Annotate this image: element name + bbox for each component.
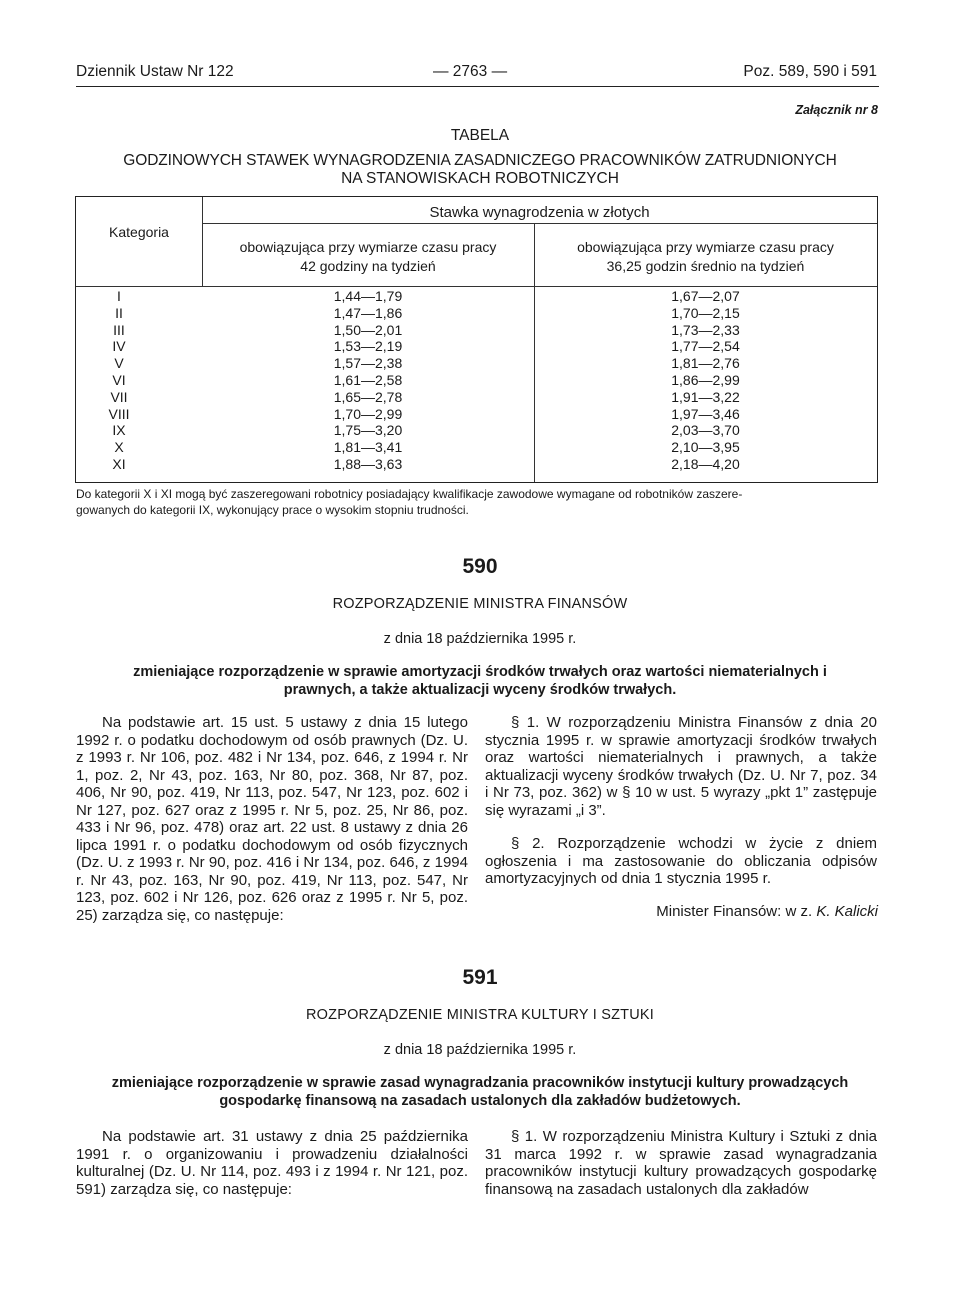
category-cell: II (115, 304, 123, 321)
rate-36h-cell: 1,73—2,33 (671, 321, 740, 338)
rate-36h-cell: 1,86—2,99 (671, 371, 740, 388)
journal-name: Dziennik Ustaw Nr 122 (76, 63, 234, 80)
category-column (76, 288, 162, 473)
rate-group-header: Stawka wynagrodzenia w złotych (429, 204, 650, 221)
rate-42h-header-line1: obowiązująca przy wymiarze czasu pracy (239, 239, 497, 255)
act-591-paragraph-1: § 1. W rozporządzeniu Ministra Kultury i Sztuki z dnia 31 marca 1992 r. w sprawie zasad wynagradzania pracowników instytucji kultury prowadzących gospodarkę finansową na zasadach ustalonych dla zakładów (485, 1128, 877, 1198)
positions-reference: Poz. 589, 590 i 591 (743, 63, 877, 80)
rate-42h-cell: 1,61—2,58 (333, 371, 403, 388)
rate-36h-cell: 1,81—2,76 (671, 355, 740, 372)
footnote-line: Do kategorii X i XI mogą być zaszeregowani robotnicy posiadający kwalifikacje zawodowe wymagane od robotników zaszere- (76, 487, 743, 501)
rate-42h-column (202, 288, 534, 473)
rate-36h-header-line2: 36,25 godzin średnio na tydzień (606, 258, 805, 274)
rate-42h-cell: 1,53—2,19 (333, 338, 403, 355)
act-590-date: z dnia 18 października 1995 r. (383, 631, 577, 647)
act-590-paragraph-1: § 1. W rozporządzeniu Ministra Finansów z dnia 20 stycznia 1995 r. w sprawie amortyzacji środków trwałych oraz wartości niematerialnych i prawnych, a także aktualizacji wyceny środków trwałych (Dz. U. Nr 7, poz. 34 i Nr 73, poz. 362) w § 10 w ust. 5 wyrazy „pkt 1” zastępuje się wyrazami „i 3”. (485, 714, 877, 819)
act-591-title: ROZPORZĄDZENIE MINISTRA KULTURY I SZTUKI (306, 1007, 654, 1023)
category-cell: X (114, 439, 124, 456)
act-590-subject-line1: zmieniające rozporządzenie w sprawie amortyzacji środków trwałych oraz wartości niematerialnych i (133, 664, 827, 680)
header-rule (76, 86, 879, 87)
rate-36h-cell: 2,03—3,70 (671, 422, 740, 439)
rate-42h-header-line2: 42 godziny na tydzień (300, 258, 436, 274)
act-591-preamble: Na podstawie art. 31 ustawy z dnia 25 października 1991 r. o organizowaniu i prowadzeniu działalności kulturalnej (Dz. U. Nr 114, poz. 493 i z 1994 r. Nr 121, poz. 591) zarządza się, co następuje: (76, 1128, 468, 1198)
rate-42h-cell: 1,57—2,38 (333, 355, 403, 372)
table-subtitle-line2: NA STANOWISKACH ROBOTNICZYCH (341, 170, 619, 187)
rate-42h-cell: 1,75—3,20 (333, 422, 403, 439)
act-590-preamble: Na podstawie art. 15 ust. 5 ustawy z dnia 15 lutego 1992 r. o podatku dochodowym od osób prawnych (Dz. U. z 1993 r. Nr 106, poz. 482 i Nr 134, poz. 646, z 1994 r. Nr 1, poz. 2, Nr 43, poz. 163, Nr 80, poz. 368, Nr 87, poz. 406, Nr 90, poz. 419, Nr 113, poz. 547, Nr 123, poz. 602 i Nr 127, poz. 627 oraz z 1995 r. Nr 5, poz. 25, Nr 86, poz. 433 i Nr 96, poz. 478) oraz art. 22 ust. 8 ustawy z dnia 26 lipca 1991 r. o podatku dochodowym od osób fizycznych (Dz. U. z 1993 r. Nr 90, poz. 416 i Nr 134, poz. 646, z 1994 r. Nr 43, poz. 163, Nr 90, poz. 419, Nr 113, poz. 547, Nr 123, poz. 602 i Nr 126, poz. 626 oraz z 1995 r. Nr 5, poz. 25) zarządza się, co następuje: (76, 714, 468, 924)
act-591-subject-line1: zmieniające rozporządzenie w sprawie zasad wynagradzania pracowników instytucji kultury prowadzących (111, 1075, 849, 1091)
act-590-number: 590 (462, 555, 498, 578)
category-header: Kategoria (109, 224, 169, 240)
category-cell: III (113, 321, 125, 338)
act-590-paragraph-2: § 2. Rozporządzenie wchodzi w życie z dniem ogłoszenia i ma zastosowanie do obliczania odpisów amortyzacyjnych od dnia 1 stycznia 1995 r. (485, 835, 877, 887)
act-590-signature (656, 903, 878, 920)
category-cell: IV (112, 338, 126, 355)
attachment-label: Załącznik nr 8 (795, 103, 878, 117)
rate-36h-cell: 2,10—3,95 (671, 439, 740, 456)
rate-42h-cell: 1,44—1,79 (333, 288, 403, 304)
table-footnote (76, 487, 881, 518)
rate-42h-cell: 1,81—3,41 (333, 439, 403, 456)
act-591-subject-line2: gospodarkę finansową na zasadach ustalonych dla zakładów budżetowych. (219, 1093, 741, 1109)
category-cell: V (114, 355, 124, 372)
rate-36h-cell: 1,77—2,54 (671, 338, 740, 355)
rate-36h-cell: 1,67—2,07 (671, 288, 740, 304)
rate-36h-cell: 2,18—4,20 (671, 455, 740, 472)
signature-name: K. Kalicki (816, 903, 878, 920)
rate-42h-cell: 1,65—2,78 (333, 388, 403, 405)
category-cell: I (117, 288, 121, 304)
rate-42h-cell: 1,70—2,99 (333, 405, 403, 422)
category-cell: VI (112, 371, 126, 388)
page-number: — 2763 — (433, 63, 508, 80)
rate-36h-header-line1: obowiązująca przy wymiarze czasu pracy (577, 239, 834, 255)
table-subtitle-line1: GODZINOWYCH STAWEK WYNAGRODZENIA ZASADNICZEGO PRACOWNIKÓW ZATRUDNIONYCH (123, 152, 837, 169)
table-divider (202, 223, 877, 224)
rate-36h-cell: 1,91—3,22 (671, 388, 740, 405)
rate-36h-cell: 1,70—2,15 (671, 304, 740, 321)
category-cell: IX (112, 422, 126, 439)
table-divider (76, 286, 877, 287)
footnote-line: gowanych do kategorii IX, wykonujący prace o wysokim stopniu trudności. (76, 502, 469, 517)
act-591-number: 591 (462, 966, 498, 989)
running-header (76, 63, 877, 85)
rate-36h-column (534, 288, 877, 473)
signature-prefix: Minister Finansów: w z. (656, 903, 813, 920)
rate-42h-cell: 1,50—2,01 (333, 321, 403, 338)
rate-36h-cell: 1,97—3,46 (671, 405, 740, 422)
act-590-title: ROZPORZĄDZENIE MINISTRA FINANSÓW (332, 596, 628, 612)
rate-42h-cell: 1,47—1,86 (333, 304, 403, 321)
category-cell: XI (112, 455, 126, 472)
rate-42h-cell: 1,88—3,63 (333, 455, 403, 472)
category-cell: VII (110, 388, 128, 405)
wage-rates-table (75, 196, 878, 483)
act-591-date: z dnia 18 października 1995 r. (383, 1042, 577, 1058)
table-title: TABELA (450, 127, 510, 144)
act-590-subject-line2: prawnych, a także aktualizacji wyceny środków trwałych. (283, 682, 677, 698)
category-cell: VIII (108, 405, 130, 422)
